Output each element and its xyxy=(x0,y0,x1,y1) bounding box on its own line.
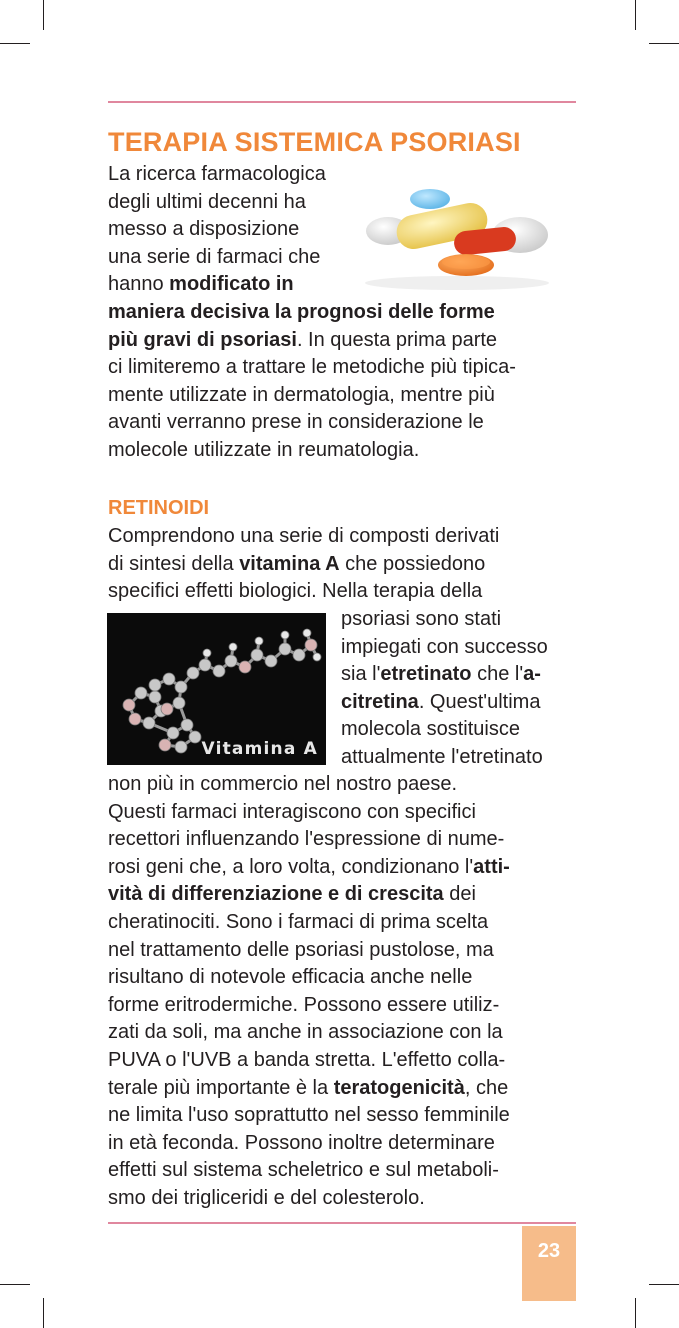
text-line xyxy=(108,992,510,1020)
text-run: una serie di farmaci che xyxy=(108,245,321,268)
text-line xyxy=(108,409,516,437)
page-number-box xyxy=(522,1226,576,1301)
text-run: attualmente l'etretinato xyxy=(341,745,543,768)
text-line xyxy=(108,881,510,909)
text-line xyxy=(341,606,548,634)
page-number: 23 xyxy=(537,1240,561,1262)
text-line xyxy=(108,964,510,992)
text-line xyxy=(108,1047,510,1075)
text-line xyxy=(108,578,499,606)
text-run: psoriasi sono stati xyxy=(341,608,502,630)
text-run: smo dei trigliceridi e del colesterolo. xyxy=(108,1186,425,1209)
text-line xyxy=(108,909,510,937)
pills-image xyxy=(362,173,552,291)
text-run: di sintesi della xyxy=(108,552,240,575)
text-run: . In questa prima parte xyxy=(296,328,498,351)
text-line xyxy=(108,826,510,854)
bold-text-run: vitamina A xyxy=(239,552,340,575)
text-run: messo a disposizione xyxy=(108,218,300,241)
crop-mark xyxy=(43,0,44,30)
text-run: dei xyxy=(443,883,476,906)
text-run: nel trattamento delle psoriasi pustolose, ma xyxy=(108,938,494,961)
text-line xyxy=(108,1157,510,1185)
text-line xyxy=(108,771,510,799)
section-heading-retinoidi: RETINOIDI xyxy=(108,497,210,519)
text-run: mente utilizzate in dermatologia, mentre più xyxy=(108,383,495,406)
crop-mark xyxy=(0,1284,30,1285)
text-line xyxy=(108,799,510,827)
bold-text-run: citretina xyxy=(341,690,419,713)
text-run: specifici effetti biologici. Nella terapia della xyxy=(108,580,483,603)
bold-text-run: modificato in xyxy=(169,273,294,296)
text-line xyxy=(108,1130,510,1158)
text-line xyxy=(341,689,548,717)
text-run: PUVA o l'UVB a banda stretta. L'effetto colla- xyxy=(108,1048,506,1071)
text-run: effetti sul sistema scheletrico e sul metaboli- xyxy=(108,1159,499,1182)
text-line xyxy=(108,1019,510,1047)
retinoidi-paragraph-bottom xyxy=(108,771,510,1213)
text-line xyxy=(108,382,516,410)
text-run: forme eritrodermiche. Possono essere utiliz- xyxy=(108,993,500,1016)
bold-text-run: vità di differenziazione e di crescita xyxy=(108,883,444,906)
text-run: ci limiteremo a trattare le metodiche più tipica- xyxy=(108,356,516,379)
text-line xyxy=(108,523,499,551)
text-run: terale più importante è la xyxy=(108,1076,334,1099)
text-line xyxy=(108,354,516,382)
vitamin-a-molecule-image xyxy=(107,613,326,765)
text-run: zati da soli, ma anche in associazione con la xyxy=(108,1021,503,1044)
text-run: rosi geni che, a loro volta, condizionano l' xyxy=(108,855,474,878)
text-run: , che xyxy=(464,1076,509,1099)
bold-text-run: più gravi di psoriasi xyxy=(108,328,297,351)
molecule-caption: Vitamina A xyxy=(201,739,318,759)
text-run: risultano di notevole efficacia anche nelle xyxy=(108,966,473,989)
crop-mark xyxy=(635,0,636,30)
text-line xyxy=(108,437,516,465)
crop-mark xyxy=(43,1298,44,1328)
text-line xyxy=(108,327,516,355)
top-rule xyxy=(108,101,576,103)
text-run: Comprendono una serie di composti derivati xyxy=(108,525,500,547)
text-run: sia l' xyxy=(341,663,381,686)
text-run: degli ultimi decenni ha xyxy=(108,190,306,213)
text-line xyxy=(341,744,548,772)
bottom-rule xyxy=(108,1222,576,1224)
bold-text-run: maniera decisiva la prognosi delle forme xyxy=(108,300,495,323)
page-title: TERAPIA SISTEMICA PSORIASI xyxy=(108,127,521,157)
crop-mark xyxy=(0,43,30,44)
text-line xyxy=(341,661,548,689)
bold-text-run: etretinato xyxy=(380,663,472,686)
text-line xyxy=(108,551,499,579)
text-run: recettori influenzando l'espressione di nume- xyxy=(108,828,505,851)
text-line xyxy=(108,1185,510,1213)
text-run: Questi farmaci interagiscono con specifici xyxy=(108,800,476,823)
text-line xyxy=(341,634,548,662)
text-run: molecola sostituisce xyxy=(341,718,520,741)
crop-mark xyxy=(649,1284,679,1285)
text-run: cheratinociti. Sono i farmaci di prima scelta xyxy=(108,910,489,933)
text-line xyxy=(108,299,516,327)
text-line xyxy=(108,1102,510,1130)
text-run: ne limita l'uso soprattutto nel sesso femminile xyxy=(108,1104,510,1127)
text-run: La ricerca farmacologica xyxy=(108,163,326,185)
crop-mark xyxy=(649,43,679,44)
text-run: che l' xyxy=(471,663,524,686)
text-line xyxy=(108,937,510,965)
text-run: . Quest'ultima xyxy=(418,690,541,713)
text-line xyxy=(341,716,548,744)
text-run: avanti verranno prese in considerazione le xyxy=(108,411,484,434)
crop-mark xyxy=(635,1298,636,1328)
text-run: che possiedono xyxy=(339,552,486,575)
retinoidi-paragraph-side xyxy=(341,606,548,772)
bold-text-run: teratogenicità xyxy=(333,1076,465,1099)
text-line xyxy=(108,854,510,882)
retinoidi-paragraph-top xyxy=(108,523,499,606)
text-run: non più in commercio nel nostro paese. xyxy=(108,773,458,795)
bold-text-run: atti- xyxy=(473,855,510,878)
text-line xyxy=(108,1075,510,1103)
text-run: impiegati con successo xyxy=(341,635,548,658)
text-run: molecole utilizzate in reumatologia. xyxy=(108,438,420,461)
text-run: hanno xyxy=(108,273,170,296)
text-run: in età feconda. Possono inoltre determinare xyxy=(108,1131,495,1154)
bold-text-run: a- xyxy=(523,663,541,686)
